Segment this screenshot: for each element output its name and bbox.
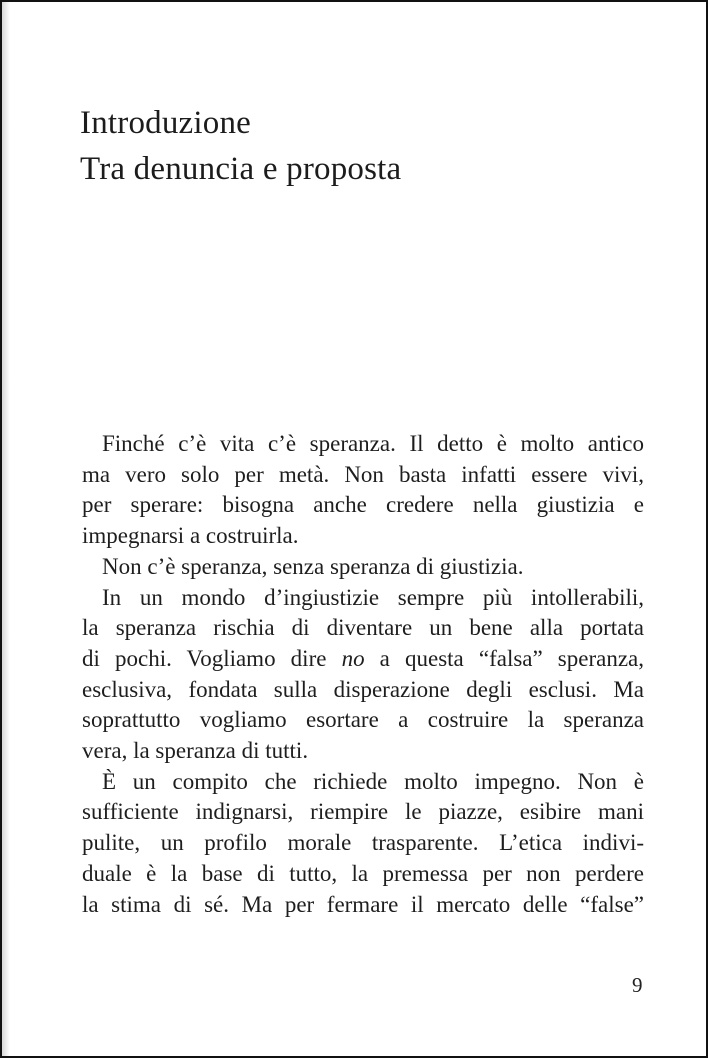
text-line: impegnarsi a costruirla. — [82, 523, 299, 549]
text-line: In un mondo d’ingiustizie sempre più intollerabili, — [102, 584, 644, 610]
text-line: ma vero solo per metà. Non basta infatti essere vivi, — [82, 461, 644, 487]
text-line: duale è la base di tutto, la premessa per non perdere — [82, 860, 644, 886]
text-segment: a questa “falsa” speranza, — [364, 645, 645, 671]
text-line: È un compito che richiede molto impegno. Non è — [102, 768, 644, 794]
body-text — [82, 429, 644, 920]
text-line: per sperare: bisogna anche credere nella giustizia e — [82, 492, 644, 518]
text-line: pulite, un profilo morale trasparente. L’etica indivi- — [82, 830, 644, 856]
text-line: vera, la speranza di tutti. — [82, 738, 309, 764]
text-line: Non c’è speranza, senza speranza di giustizia. — [102, 553, 524, 579]
text-line: la speranza rischia di diventare un bene alla portata — [82, 615, 644, 641]
text-line — [82, 644, 644, 675]
page-number: 9 — [632, 973, 643, 997]
text-line: sufficiente indignarsi, riempire le piazze, esibire mani — [82, 799, 644, 825]
text-line: Finché c’è vita c’è speranza. Il detto è molto antico — [102, 431, 644, 456]
chapter-heading — [80, 100, 401, 192]
text-line: esclusiva, fondata sulla disperazione degli esclusi. Ma — [82, 676, 644, 702]
text-segment: di pochi. Vogliamo dire — [82, 645, 342, 671]
chapter-subtitle: Tra denuncia e proposta — [80, 151, 402, 187]
emphasis-no: no — [341, 645, 365, 671]
text-line: la stima di sé. Ma per fermare il mercato delle “false” — [82, 891, 644, 917]
chapter-title: Introduzione — [80, 105, 252, 141]
text-line: soprattutto vogliamo esortare a costruire la speranza — [82, 707, 644, 733]
